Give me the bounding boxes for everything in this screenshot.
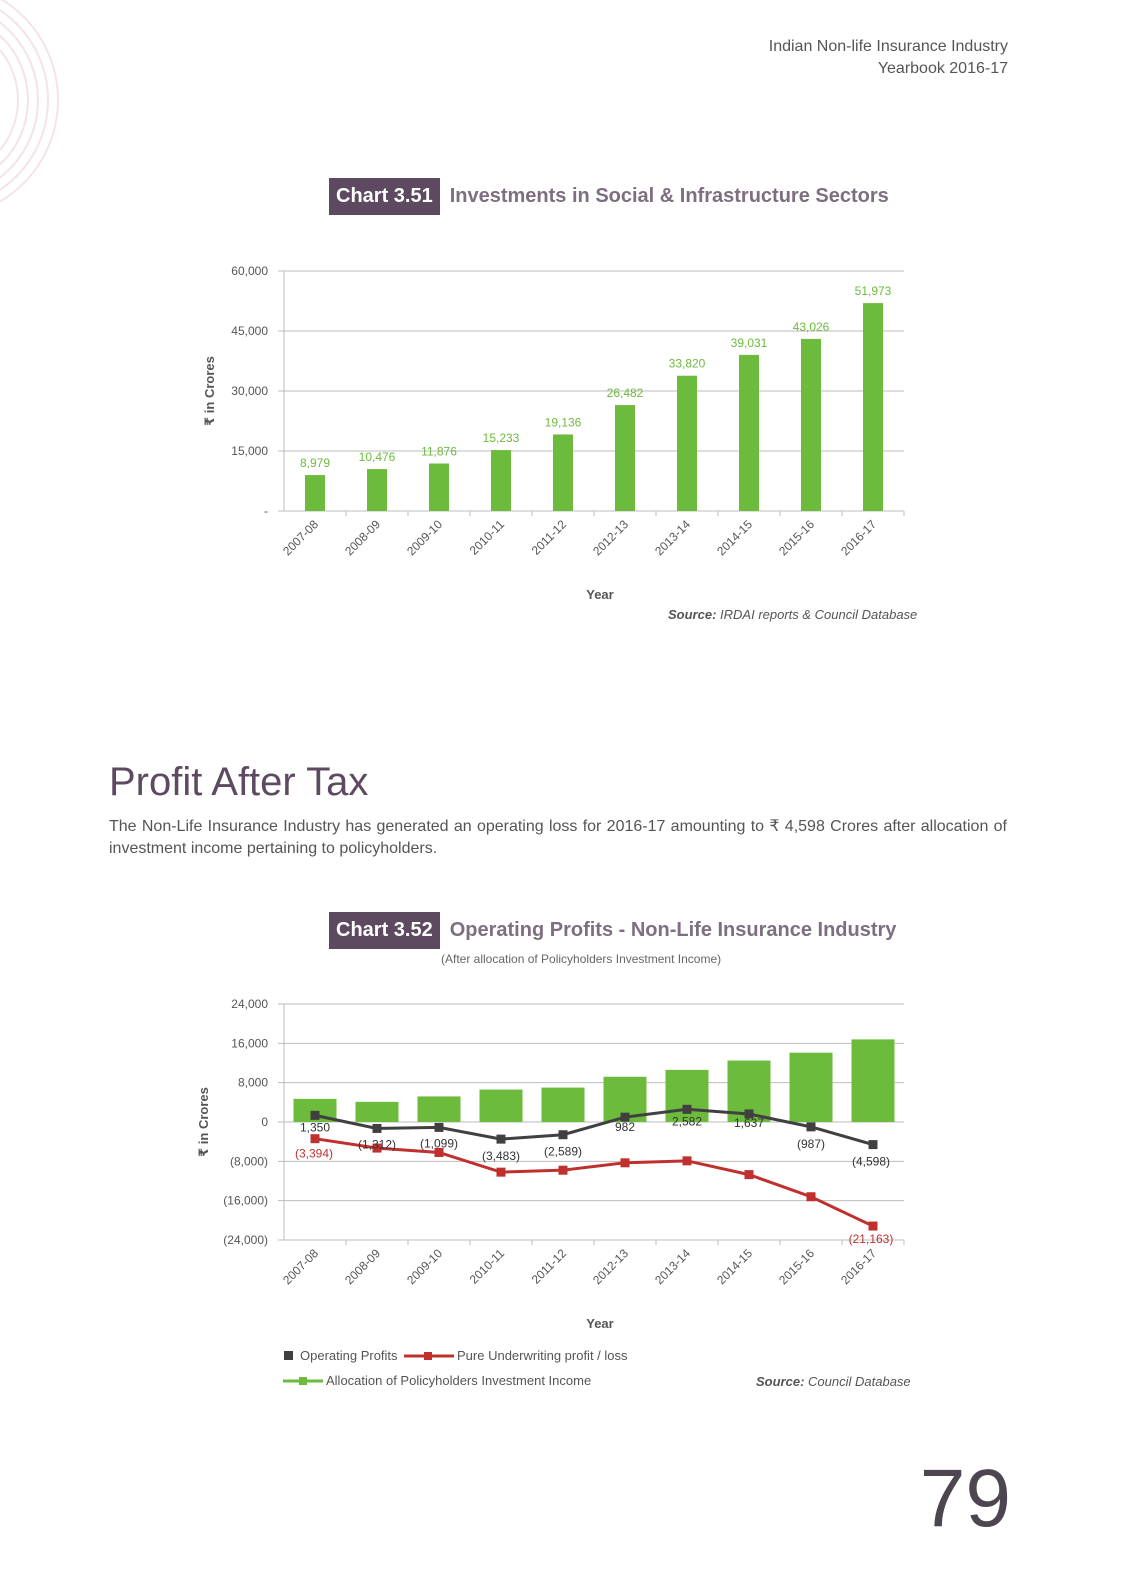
decorative-arcs xyxy=(0,0,70,230)
underwriting-point xyxy=(683,1156,692,1165)
x-tick-label: 2016-17 xyxy=(838,1246,880,1288)
chart1-source-text: IRDAI reports & Council Database xyxy=(720,607,918,622)
y-tick-label: 8,000 xyxy=(237,1075,268,1090)
operating-profit-point xyxy=(497,1135,506,1144)
underwriting-point xyxy=(807,1192,816,1201)
y-tick-label: 15,000 xyxy=(231,444,268,458)
legend-swatch-line-icon xyxy=(283,1375,323,1387)
x-axis-title: Year xyxy=(586,1316,614,1330)
chart2-title: Operating Profits - Non-Life Insurance Industry xyxy=(449,919,897,941)
y-tick-label: 0 xyxy=(261,1115,268,1129)
underwriting-point xyxy=(869,1222,878,1231)
x-tick-label: 2011-12 xyxy=(528,517,570,558)
chart2-badge: Chart 3.52 xyxy=(329,912,440,949)
operating-profit-point xyxy=(435,1123,444,1132)
x-tick-label: 2014-15 xyxy=(714,517,756,559)
underwriting-line xyxy=(315,1136,873,1226)
operating-profit-point xyxy=(869,1140,878,1149)
operating-profit-point xyxy=(311,1111,320,1120)
y-tick-label: 16,000 xyxy=(231,1036,268,1051)
operating-profit-label: (1,312) xyxy=(357,1137,397,1152)
underwriting-label: (3,394) xyxy=(294,1146,334,1161)
x-tick-label: 2013-14 xyxy=(652,517,694,559)
operating-profit-line xyxy=(315,1109,873,1144)
y-tick-label: (24,000) xyxy=(223,1233,268,1247)
legend-label-allocation: Allocation of Policyholders Investment Income xyxy=(326,1373,592,1388)
bar-allocation-2011-12 xyxy=(542,1088,585,1122)
y-axis-title: ₹ in Crores xyxy=(196,1087,211,1157)
legend-item-operating-profits xyxy=(283,1348,398,1363)
chart1-source xyxy=(668,607,917,622)
underwriting-point xyxy=(745,1170,754,1179)
legend-item-underwriting xyxy=(404,1348,628,1363)
x-tick-label: 2007-08 xyxy=(280,517,322,559)
chart2-heading xyxy=(329,912,896,949)
x-tick-label: 2007-08 xyxy=(280,1246,322,1288)
y-axis-title: ₹ in Crores xyxy=(202,356,217,426)
underwriting-point xyxy=(559,1166,568,1175)
page-header xyxy=(769,36,1008,80)
bar-2014-15 xyxy=(739,355,759,511)
legend-swatch-square-icon xyxy=(283,1350,295,1362)
bar-2015-16 xyxy=(801,339,821,511)
bar-allocation-2008-09 xyxy=(356,1102,399,1122)
bar-value-label: 43,026 xyxy=(792,319,830,334)
chart1-title: Investments in Social & Infrastructure Sectors xyxy=(449,185,889,207)
operating-profit-label: (2,589) xyxy=(543,1144,583,1159)
bar-allocation-2015-16 xyxy=(790,1053,833,1122)
y-tick-label: (8,000) xyxy=(229,1154,268,1169)
bar-value-label: 26,482 xyxy=(606,386,644,401)
x-tick-label: 2008-09 xyxy=(342,1246,384,1288)
bar-value-label: 8,979 xyxy=(299,456,331,471)
y-tick-label: (16,000) xyxy=(223,1193,268,1208)
bar-2012-13 xyxy=(615,405,635,511)
x-tick-label: 2015-16 xyxy=(776,1246,818,1288)
chart1-source-label: Source: xyxy=(668,607,717,622)
operating-profit-point xyxy=(683,1105,692,1114)
bar-2010-11 xyxy=(491,450,511,511)
legend-item-allocation xyxy=(283,1373,591,1388)
chart1-svg xyxy=(0,260,1121,600)
underwriting-label: (21,163) xyxy=(848,1232,894,1247)
operating-profit-point xyxy=(559,1130,568,1139)
x-tick-label: 2012-13 xyxy=(590,1246,632,1288)
y-tick-label: 45,000 xyxy=(231,324,268,338)
chart2-subtitle: (After allocation of Policyholders Investment Income) xyxy=(441,952,722,966)
operating-profit-label: (987) xyxy=(796,1136,826,1151)
section-title: Profit After Tax xyxy=(109,760,369,804)
operating-profit-label: (3,483) xyxy=(481,1149,521,1164)
x-tick-label: 2009-10 xyxy=(404,1246,446,1288)
bar-allocation-2009-10 xyxy=(418,1096,461,1122)
bar-value-label: 51,973 xyxy=(854,284,892,299)
legend-label-underwriting: Pure Underwriting profit / loss xyxy=(457,1348,628,1363)
bar-2013-14 xyxy=(677,376,697,511)
operating-profit-label: (1,099) xyxy=(419,1136,459,1151)
x-tick-label: 2014-15 xyxy=(714,1246,756,1288)
x-tick-label: 2010-11 xyxy=(466,517,508,558)
chart1-badge: Chart 3.51 xyxy=(329,178,440,215)
operating-profit-label: 1,637 xyxy=(733,1115,765,1130)
x-tick-label: 2016-17 xyxy=(838,517,880,559)
bar-allocation-2016-17 xyxy=(852,1039,895,1122)
bar-value-label: 39,031 xyxy=(730,335,768,350)
header-line-1: Indian Non-life Insurance Industry xyxy=(768,38,1008,55)
operating-profit-point xyxy=(807,1122,816,1131)
underwriting-point xyxy=(621,1158,630,1167)
operating-profit-label: (4,598) xyxy=(851,1154,891,1169)
legend-swatch-line-icon xyxy=(404,1350,454,1362)
operating-profit-label: 1,350 xyxy=(299,1120,331,1135)
x-tick-label: 2013-14 xyxy=(652,1246,694,1288)
x-tick-label: 2010-11 xyxy=(466,1246,508,1287)
chart1-heading xyxy=(329,178,889,215)
header-line-2: Yearbook 2016-17 xyxy=(877,60,1008,77)
bar-2011-12 xyxy=(553,434,573,511)
chart2-source-label: Source: xyxy=(756,1374,805,1389)
bar-2007-08 xyxy=(305,475,325,511)
x-axis-title: Year xyxy=(586,587,614,600)
legend-label-operating-profits: Operating Profits xyxy=(300,1348,398,1363)
bar-value-label: 11,876 xyxy=(421,444,457,459)
bar-2016-17 xyxy=(863,303,883,511)
bar-value-label: 19,136 xyxy=(544,415,582,430)
y-tick-label: 60,000 xyxy=(231,264,268,278)
y-tick-label: - xyxy=(264,504,268,518)
x-tick-label: 2015-16 xyxy=(776,517,818,559)
operating-profit-label: 2,582 xyxy=(671,1114,703,1129)
section-body: The Non-Life Insurance Industry has generated an operating loss for 2016-17 amounting to ₹ 4,598 Crores after allocation of investment income pertaining to policyholders. xyxy=(109,818,1007,857)
page-number: 79 xyxy=(919,1453,1011,1544)
operating-profit-point xyxy=(373,1124,382,1133)
bar-value-label: 33,820 xyxy=(668,356,706,371)
underwriting-point xyxy=(311,1134,320,1143)
chart2-source-text: Council Database xyxy=(808,1374,911,1389)
chart2-svg xyxy=(0,990,1121,1330)
bar-value-label: 15,233 xyxy=(482,431,520,446)
x-tick-label: 2008-09 xyxy=(342,517,384,559)
operating-profit-label: 982 xyxy=(614,1120,636,1135)
x-tick-label: 2011-12 xyxy=(528,1246,570,1287)
chart2-source xyxy=(756,1374,911,1389)
bar-2008-09 xyxy=(367,469,387,511)
x-tick-label: 2012-13 xyxy=(590,517,632,559)
chart2-legend xyxy=(0,1348,1121,1398)
bar-value-label: 10,476 xyxy=(358,450,396,465)
bar-allocation-2010-11 xyxy=(480,1090,523,1122)
y-tick-label: 30,000 xyxy=(231,384,268,398)
bar-2009-10 xyxy=(429,463,449,511)
y-tick-label: 24,000 xyxy=(231,997,268,1011)
x-tick-label: 2009-10 xyxy=(404,517,446,559)
underwriting-point xyxy=(497,1168,506,1177)
